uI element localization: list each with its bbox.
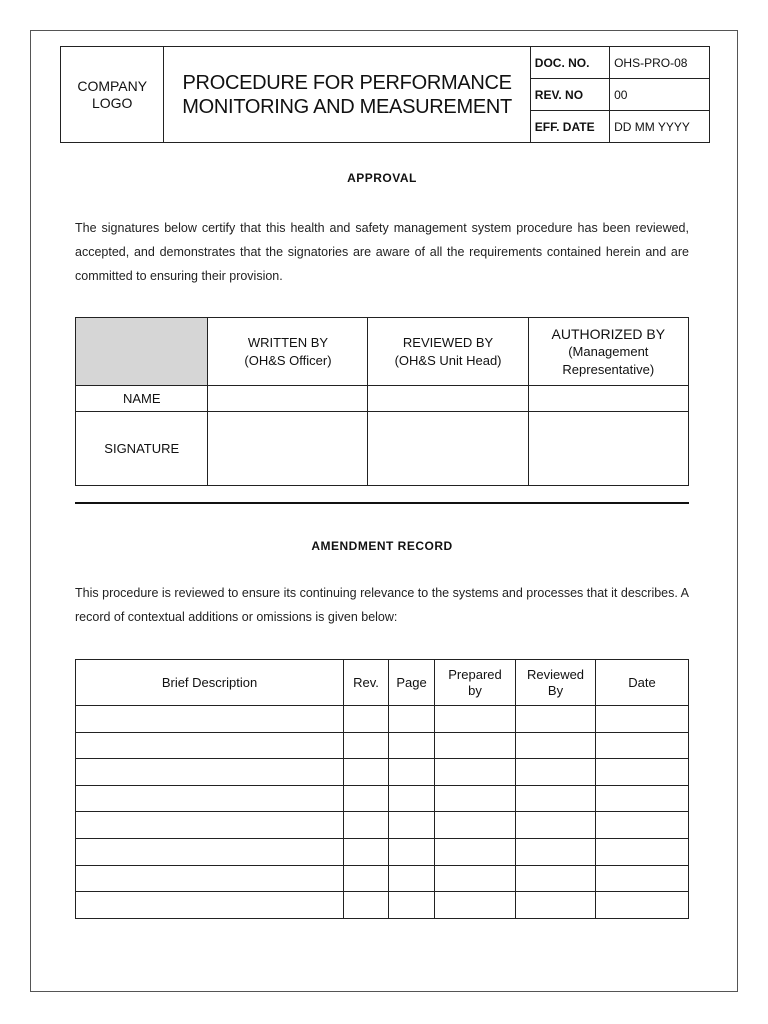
authorized-by-signature-cell[interactable] (528, 412, 688, 486)
table-row (76, 812, 689, 839)
authorized-by-role-1: (Management (568, 343, 649, 359)
written-by-role: (OH&S Officer) (244, 352, 332, 368)
cell[interactable] (516, 838, 596, 865)
cell[interactable] (76, 706, 344, 733)
eff-date-value: DD MM YYYY (610, 111, 710, 143)
cell[interactable] (596, 706, 689, 733)
approval-table (75, 317, 689, 486)
rev-no-label: REV. NO (530, 79, 609, 111)
col-date: Date (596, 660, 689, 706)
cell[interactable] (344, 785, 389, 812)
name-row-label: NAME (76, 386, 208, 412)
cell[interactable] (389, 759, 435, 786)
cell[interactable] (516, 865, 596, 892)
cell[interactable] (435, 732, 516, 759)
written-by-signature-cell[interactable] (208, 412, 368, 486)
reviewed-by-signature-cell[interactable] (368, 412, 528, 486)
reviewed-by-role: (OH&S Unit Head) (394, 352, 502, 368)
cell[interactable] (596, 785, 689, 812)
reviewed-by-name-cell[interactable] (368, 386, 528, 412)
approval-heading: APPROVAL (347, 171, 417, 185)
table-row (76, 706, 689, 733)
reviewed-by-title: REVIEWED BY (402, 334, 494, 350)
cell[interactable] (435, 706, 516, 733)
cell[interactable] (389, 865, 435, 892)
cell[interactable] (596, 812, 689, 839)
col-rev: Rev. (344, 660, 389, 706)
cell[interactable] (596, 759, 689, 786)
document-title (164, 47, 530, 143)
cell[interactable] (76, 892, 344, 919)
cell[interactable] (344, 812, 389, 839)
approval-corner-cell (76, 318, 208, 386)
cell[interactable] (76, 865, 344, 892)
cell[interactable] (435, 759, 516, 786)
table-row (76, 759, 689, 786)
written-by-title: WRITTEN BY (247, 334, 329, 350)
eff-date-label: EFF. DATE (530, 111, 609, 143)
logo-text: COMPANY LOGO (77, 77, 148, 111)
written-by-name-cell[interactable] (208, 386, 368, 412)
cell[interactable] (516, 812, 596, 839)
col-reviewed-by (516, 660, 596, 706)
document-header (60, 46, 710, 143)
doc-no-label: DOC. NO. (530, 47, 609, 79)
cell[interactable] (344, 865, 389, 892)
title-line-2: MONITORING AND MEASUREMENT (182, 95, 512, 118)
authorized-by-name-cell[interactable] (528, 386, 688, 412)
amendment-header-row (76, 660, 689, 706)
amendment-paragraph: This procedure is reviewed to ensure its continuing relevance to the systems and processes that it describes. A record of contextual additions or omissions is given below: (75, 586, 689, 624)
section-divider (75, 502, 689, 504)
amendment-heading: AMENDMENT RECORD (311, 539, 453, 553)
cell[interactable] (389, 785, 435, 812)
col-brief-description: Brief Description (76, 660, 344, 706)
company-logo (61, 47, 164, 143)
cell[interactable] (76, 812, 344, 839)
cell[interactable] (344, 759, 389, 786)
authorized-by-header (528, 318, 688, 386)
cell[interactable] (516, 706, 596, 733)
cell[interactable] (435, 892, 516, 919)
table-row (76, 838, 689, 865)
cell[interactable] (344, 838, 389, 865)
cell[interactable] (389, 732, 435, 759)
col-prepared-by (435, 660, 516, 706)
prepared-by-line-2: by (468, 682, 482, 698)
cell[interactable] (389, 812, 435, 839)
authorized-by-role-2: Representative) (562, 361, 655, 377)
cell[interactable] (435, 838, 516, 865)
cell[interactable] (76, 785, 344, 812)
cell[interactable] (435, 865, 516, 892)
table-row (76, 865, 689, 892)
cell[interactable] (596, 892, 689, 919)
cell[interactable] (435, 785, 516, 812)
title-line-1: PROCEDURE FOR PERFORMANCE (182, 71, 512, 94)
cell[interactable] (596, 732, 689, 759)
cell[interactable] (516, 732, 596, 759)
reviewed-by-line-1: Reviewed (526, 666, 585, 682)
col-page: Page (389, 660, 435, 706)
cell[interactable] (389, 892, 435, 919)
doc-no-value: OHS-PRO-08 (610, 47, 710, 79)
cell[interactable] (344, 892, 389, 919)
amendment-table (75, 659, 689, 919)
table-row (76, 732, 689, 759)
table-row (76, 785, 689, 812)
written-by-header (208, 318, 368, 386)
cell[interactable] (344, 706, 389, 733)
cell[interactable] (389, 838, 435, 865)
cell[interactable] (389, 706, 435, 733)
cell[interactable] (516, 892, 596, 919)
rev-no-value: 00 (610, 79, 710, 111)
cell[interactable] (76, 838, 344, 865)
cell[interactable] (76, 759, 344, 786)
cell[interactable] (596, 865, 689, 892)
authorized-by-title: AUTHORIZED BY (551, 325, 666, 342)
cell[interactable] (344, 732, 389, 759)
prepared-by-line-1: Prepared (448, 666, 502, 682)
cell[interactable] (435, 812, 516, 839)
table-row (76, 892, 689, 919)
cell[interactable] (516, 759, 596, 786)
reviewed-by-line-2: By (547, 682, 564, 698)
cell[interactable] (596, 838, 689, 865)
signature-row-label: SIGNATURE (76, 412, 208, 486)
reviewed-by-header (368, 318, 528, 386)
approval-paragraph: The signatures below certify that this health and safety management system procedure has been reviewed, accepted, and demonstrates that the signatories are aware of all the requirements contained herein and are committed to ensuring their provision. (75, 221, 689, 283)
cell[interactable] (516, 785, 596, 812)
cell[interactable] (76, 732, 344, 759)
